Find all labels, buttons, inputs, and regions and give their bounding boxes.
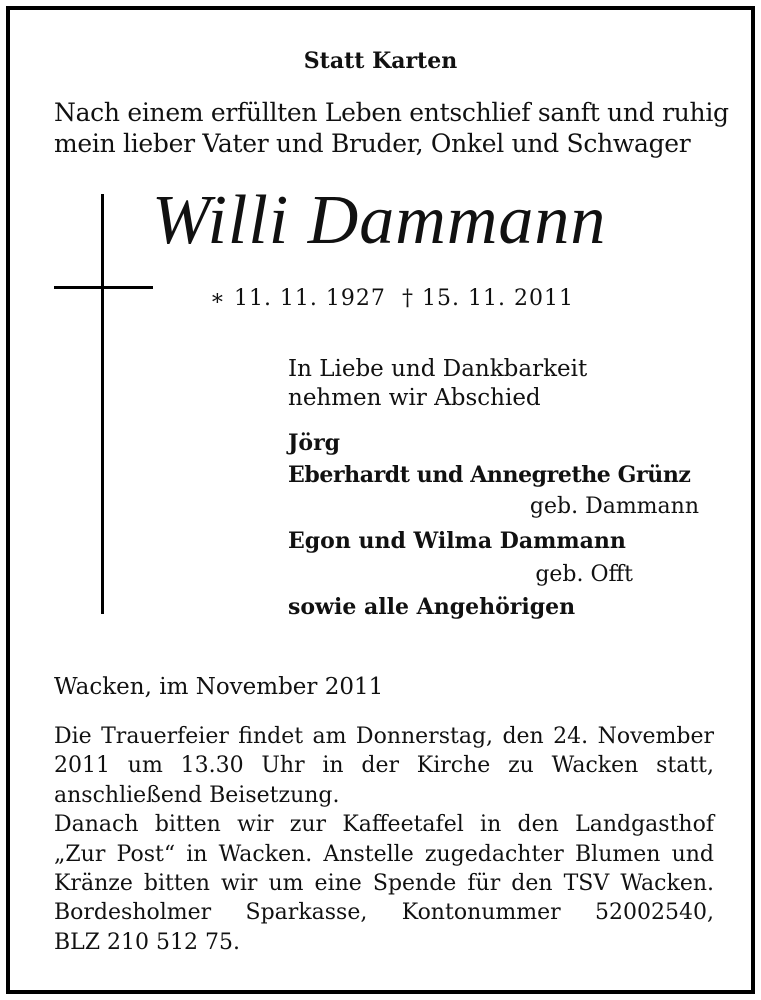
death-date-value: 15. 11. 2011 xyxy=(422,286,574,311)
cross-vertical-bar xyxy=(101,194,104,614)
funeral-line-2: 2011 um 13.30 Uhr in der Kirche zu Wacken statt, xyxy=(54,753,714,779)
funeral-line-6: Kränze bitten wir um eine Spende für den TSV Wacken. xyxy=(54,871,714,897)
intro-line-2: mein lieber Vater und Bruder, Onkel und Schwager xyxy=(54,129,691,158)
mourner-1: Jörg xyxy=(288,430,341,456)
funeral-line-8: BLZ 210 512 75. xyxy=(54,929,241,955)
obituary-notice xyxy=(6,6,755,994)
farewell-line-2: nehmen wir Abschied xyxy=(288,385,541,411)
mourner-3: Egon und Wilma Dammann xyxy=(288,528,626,554)
birth-date-value: 11. 11. 1927 xyxy=(233,286,386,311)
mourner-2: Eberhardt und Annegrethe Grünz xyxy=(288,462,691,488)
birth-date xyxy=(210,286,386,311)
place-date: Wacken, im November 2011 xyxy=(54,674,384,700)
death-date xyxy=(402,286,574,311)
death-cross-icon: † xyxy=(402,286,414,311)
cross-horizontal-bar xyxy=(54,286,153,289)
funeral-line-5: „Zur Post“ in Wacken. Anstelle zugedachter Blumen und xyxy=(54,841,714,867)
birth-star-icon: ∗ xyxy=(210,286,226,311)
deceased-name: Willi Dammann xyxy=(152,182,607,259)
funeral-line-1: Die Trauerfeier findet am Donnerstag, den 24. November xyxy=(54,724,714,749)
mourner-3-maiden-name: geb. Offt xyxy=(535,562,633,587)
mourner-4: sowie alle Angehörigen xyxy=(288,594,576,620)
funeral-line-4: Danach bitten wir zur Kaffeetafel in den Landgasthof xyxy=(54,812,714,838)
funeral-line-7: Bordesholmer Sparkasse, Kontonummer 52002540, xyxy=(54,900,714,926)
intro-line-1: Nach einem erfüllten Leben entschlief sanft und ruhig xyxy=(54,98,729,127)
heading-statt-karten: Statt Karten xyxy=(303,48,458,74)
funeral-line-3: anschließend Beisetzung. xyxy=(54,782,340,808)
funeral-details xyxy=(54,722,714,957)
farewell-line-1: In Liebe und Dankbarkeit xyxy=(288,356,588,382)
mourner-2-maiden-name: geb. Dammann xyxy=(529,494,699,519)
